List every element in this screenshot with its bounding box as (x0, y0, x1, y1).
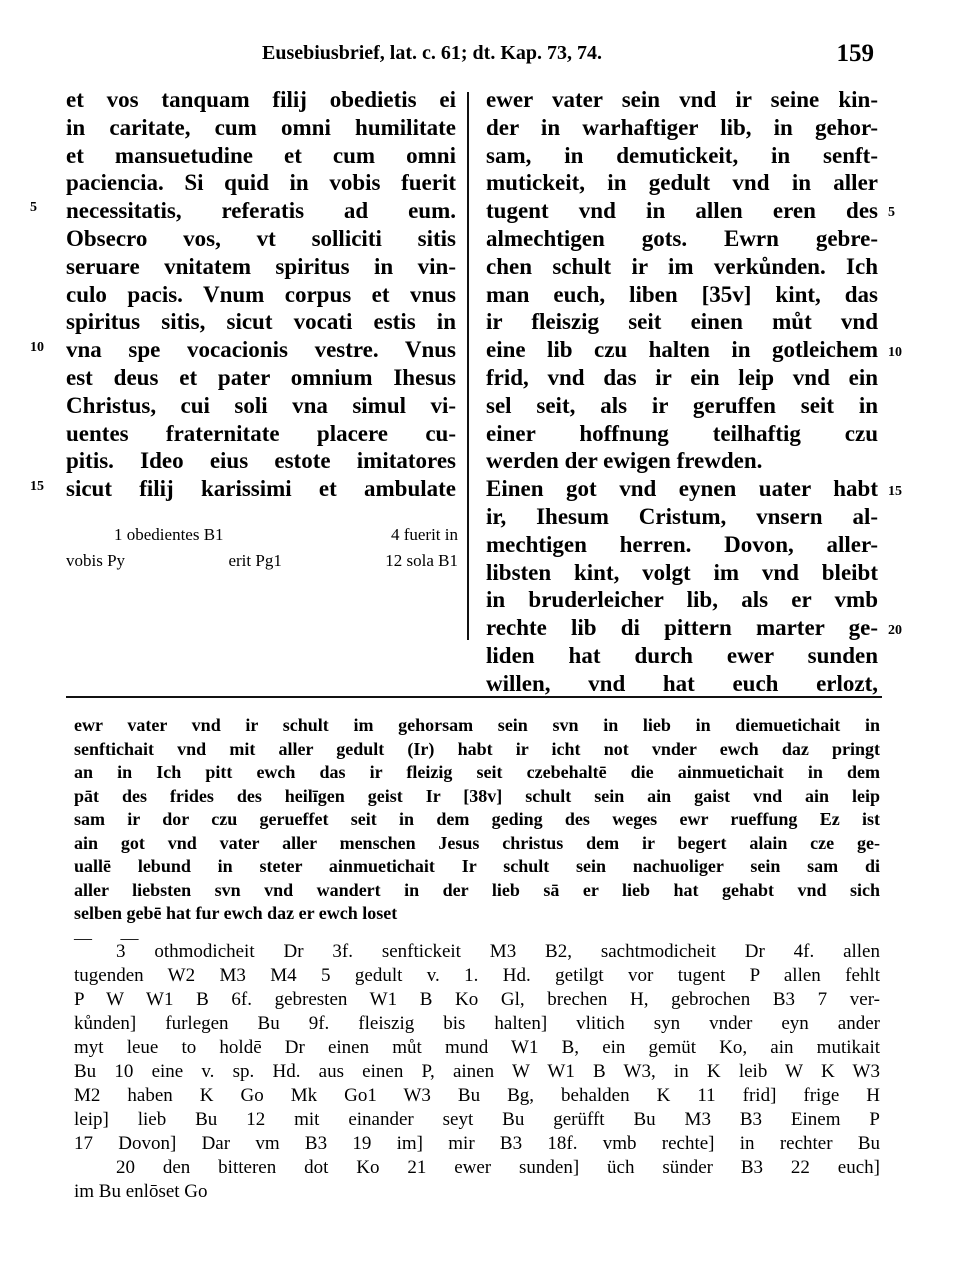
old-german-line: sam ir dor czu gerueffet seit in dem geding des weges ewr rueffung Ez ist (74, 809, 880, 829)
latin-line: vna spe vocacionis vestre. Vnus (66, 337, 456, 363)
apparatus-entry: 12 sola B1 (385, 551, 458, 570)
german-line: chen schult ir im verkůnden. Ich (486, 253, 878, 279)
apparatus-row (66, 548, 458, 574)
german-line: der in warhaftiger lib, in gehor- (486, 114, 878, 140)
old-german-text (74, 714, 880, 926)
line-number: 5 (30, 200, 37, 215)
column-divider (467, 92, 469, 640)
german-line: libsten kint, volgt im vnd bleibt (486, 559, 878, 585)
line-number: 15 (30, 479, 44, 494)
german-line: man euch, liben [35v] kint, das (486, 281, 878, 307)
german-line: frid, vnd das ir ein leip vnd ein (486, 364, 878, 390)
german-line: mechtigen herren. Dovon, aller- (486, 531, 878, 557)
german-line: willen, vnd hat euch erlozt, (486, 670, 878, 696)
german-line: liden hat durch ewer sunden (486, 642, 878, 668)
german-line: werden der ewigen frewden. (486, 448, 763, 474)
german-line: tugent vnd in allen eren des (486, 198, 878, 224)
latin-line: et vos tanquam filij obedietis ei (66, 87, 456, 112)
latin-line: culo pacis. Vnum corpus et vnus (66, 281, 456, 307)
apparatus-row (66, 522, 458, 548)
german-line: Einen got vnd eynen uater habt (486, 476, 878, 502)
old-german-line: ewr vater vnd ir schult im gehorsam sein svn in lieb in diemuetichait in (74, 715, 880, 735)
separator-dashes: — — (74, 928, 151, 948)
german-line: sam, in demutickeit, in senft- (486, 142, 878, 168)
old-german-line: aller liebsten svn vnd wandert in der lieb sā er lieb hat gehabt vnd sich (74, 879, 880, 900)
apparatus-entry: erit Pg1 (228, 551, 282, 570)
apparatus-line: 17 Dovon] Dar vm B3 19 im] mir B3 18f. vmb rechte] in rechter Bu (74, 1133, 880, 1154)
german-line: einer hoffnung teilhaftig czu (486, 420, 878, 446)
latin-line: spiritus sitis, sicut vocati estis in (66, 309, 456, 335)
line-number: 10 (888, 345, 902, 360)
apparatus-line: leip] lieb Bu 12 mit einander seyt Bu gerüfft Bu M3 B3 Einem P (74, 1109, 880, 1130)
line-number: 15 (888, 484, 902, 499)
german-line: in bruderleicher lib, als er vmb (486, 587, 878, 613)
apparatus-line: 3 othmodicheit Dr 3f. senftickeit M3 B2, sachtmodicheit Dr 4f. allen (116, 941, 880, 962)
apparatus-entry: 1 obedientes B1 (114, 525, 224, 544)
apparatus-entry: vobis Py (66, 551, 126, 570)
horizontal-rule (66, 696, 882, 698)
old-german-line: senftichait vnd mit aller gedult (Ir) habt ir icht not vnder ewch daz pringt (74, 738, 880, 759)
line-number: 20 (888, 623, 902, 638)
old-german-line: an in Ich pitt ewch das ir fleizig seit czebehaltē die ainmuetichait in dem (74, 762, 880, 782)
latin-apparatus (66, 522, 458, 574)
latin-line: necessitatis, referatis ad eum. (66, 198, 456, 224)
german-line: ewer vater sein vnd ir seine kin- (486, 87, 878, 112)
german-line: eine lib czu halten in gotleichem (486, 337, 878, 363)
latin-line: uentes fraternitate placere cu- (66, 420, 456, 446)
german-apparatus (74, 940, 880, 1204)
apparatus-line: im Bu enlōset Go (74, 1181, 208, 1202)
german-line: sel seit, als ir geruffen seit in (486, 392, 878, 418)
old-german-line: pāt des frides des heilīgen geist Ir [38v] schult sein ain gaist vnd ain leip (74, 785, 880, 806)
german-line: almechtigen gots. Ewrn gebre- (486, 225, 878, 251)
german-line: ir, Ihesum Cristum, vnsern al- (486, 503, 878, 529)
latin-line: seruare vnitatem spiritus in vin- (66, 253, 456, 279)
running-header (66, 40, 878, 74)
old-german-line: uallē lebund in steter ainmuetichait Ir schult sein nachuoliger sein sam di (74, 856, 880, 876)
page-number: 159 (836, 40, 874, 67)
latin-line: est deus et pater omnium Ihesus (66, 364, 456, 390)
line-number: 5 (888, 205, 895, 220)
latin-line: in caritate, cum omni humilitate (66, 114, 456, 140)
apparatus-line: kůnden] furlegen Bu 9f. fleiszig bis halten] vlitich syn vnder eyn ander (74, 1013, 880, 1034)
latin-line: et mansuetudine et cum omni (66, 142, 456, 168)
latin-line: Christus, cui soli vna simul vi- (66, 392, 456, 418)
line-number: 10 (30, 340, 44, 355)
apparatus-line: M2 haben K Go Mk Go1 W3 Bu Bg, behalden K 11 frid] frige H (74, 1085, 880, 1106)
latin-line: paciencia. Si quid in vobis fuerit (66, 170, 456, 196)
apparatus-line: Bu 10 eine v. sp. Hd. aus einen P, ainen W W1 B W3, in K leib W K W3 (74, 1061, 880, 1082)
latin-line: sicut filij karissimi et ambulate (66, 476, 456, 502)
german-text-column (486, 86, 878, 698)
running-title: Eusebiusbrief, lat. c. 61; dt. Kap. 73, 74. (262, 42, 603, 64)
old-german-line: ain got vnd vater aller menschen Jesus christus dem ir begert alain cze ge- (74, 832, 880, 853)
old-german-line: selben gebē hat fur ewch daz er ewch loset (74, 903, 398, 923)
apparatus-line: tugenden W2 M3 M4 5 gedult v. 1. Hd. getilgt vor tugent P allen fehlt (74, 965, 880, 986)
apparatus-line: myt leue to holdē Dr einen můt mund W1 B, ein gemüt Ko, ain mutikait (74, 1037, 880, 1058)
latin-line: Obsecro vos, vt solliciti sitis (66, 225, 456, 251)
latin-text-column (66, 86, 456, 503)
german-line: ir fleiszig seit einen můt vnd (486, 309, 878, 335)
latin-line: pitis. Ideo eius estote imitatores (66, 448, 456, 474)
apparatus-entry: 4 fuerit in (390, 525, 458, 544)
german-line: rechte lib di pittern marter ge- (486, 615, 878, 641)
german-line: mutickeit, in gedult vnd in aller (486, 170, 878, 196)
apparatus-line: P W W1 B 6f. gebresten W1 B Ko Gl, brechen H, gebrochen B3 7 ver- (74, 989, 880, 1010)
apparatus-line: 20 den bitteren dot Ko 21 ewer sunden] üch sünder B3 22 euch] (116, 1157, 880, 1178)
